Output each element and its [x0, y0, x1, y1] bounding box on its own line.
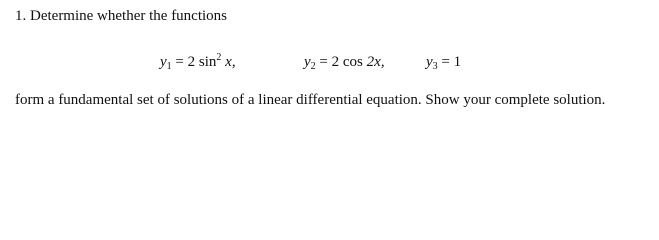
function-y2: $y_2 = 2$ cos 2x, — [304, 54, 385, 72]
problem-intro-text: Determine whether the functions — [30, 8, 228, 24]
problem-statement: form a fundamental set of solutions of a linear differential equation. Show your complete solution. — [15, 92, 606, 108]
function-y1: $y_1 = 2$ $\sin^2 x$, — [160, 52, 236, 72]
problem-number: 1. — [15, 8, 27, 24]
problem-block — [15, 7, 643, 108]
function-y3: $y_3 = 1$ — [426, 54, 462, 72]
problem-intro — [15, 7, 643, 25]
function-list — [15, 54, 643, 74]
